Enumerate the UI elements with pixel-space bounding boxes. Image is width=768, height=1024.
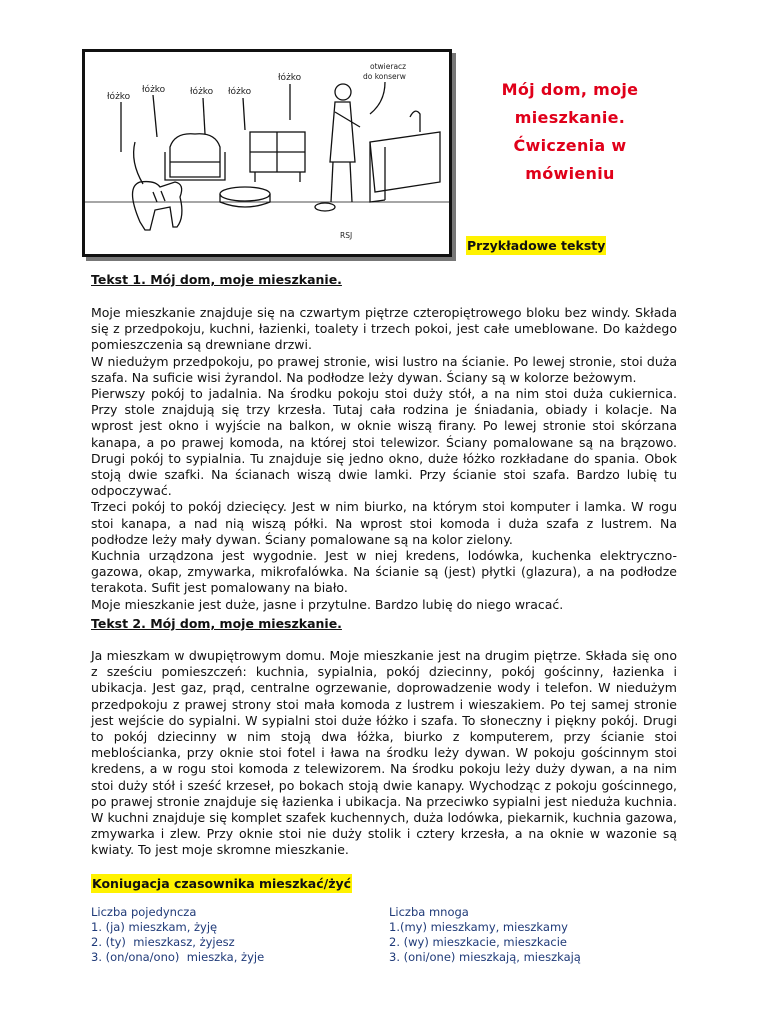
- text1-paragraph: W niedużym przedpokoju, po prawej stronie, wisi lustro na ścianie. Po lewej stronie, stoi duża szafa. Na suficie wisi żyrandol. Na podłodze leży dywan. Ściany są w kolorze beżowym.: [91, 353, 677, 385]
- conjugation-heading: [91, 875, 352, 893]
- signature: RSJ: [340, 231, 353, 240]
- label-bed-2: łóżko: [142, 85, 166, 95]
- text1-paragraph: Trzeci pokój to pokój dziecięcy. Jest w nim biurko, na którym stoi komputer i lamka. W rogu stoi kanapa, a nad nią wiszą półki. Na wprost stoi komoda i duża szafa z lustrem. Na podłodze leży mały dywan. Ściany pomalowane są na kolor zielony.: [91, 499, 677, 547]
- plural-row: 1.(my) mieszkamy, mieszkamy: [389, 920, 568, 934]
- text1-paragraph: Kuchnia urządzona jest wygodnie. Jest w niej kredens, lodówka, kuchenka elektryczno-gazowa, okap, zmywarka, mikrofalówka. Na ścianie są (jest) płytki (glazura), a na podłodze terakota. Sufit jest pomalowany na biało.: [91, 548, 677, 596]
- page-title: [470, 76, 670, 188]
- singular-title: Liczba pojedyncza: [91, 905, 197, 919]
- singular-row: 2. (ty) mieszkasz, żyjesz: [91, 935, 235, 949]
- singular-row: 3. (on/ona/ono) mieszka, żyje: [91, 950, 265, 964]
- callout-text-2: do konserw: [363, 72, 406, 81]
- text1-paragraph: Moje mieszkanie znajduje się na czwartym piętrze czteropiętrowego bloku bez windy. Składa się z przedpokoju, kuchni, łazienki, toalety i trzech pokoi, jest całe umeblowane. Do każdego pomieszczenia są drewniane drzwi.: [91, 305, 677, 353]
- callout-text-1: otwieracz: [370, 62, 407, 71]
- singular-row: 1. (ja) mieszkam, żyję: [91, 920, 218, 934]
- text1-paragraph: Moje mieszkanie jest duże, jasne i przytulne. Bardzo lubię do niego wracać.: [91, 596, 564, 612]
- title-line: Ćwiczenia w: [513, 136, 627, 155]
- title-line: Mój dom, moje: [501, 80, 639, 99]
- examples-heading-text: Przykładowe teksty: [467, 238, 606, 253]
- plural-row: 3. (oni/one) mieszkają, mieszkają: [389, 950, 581, 964]
- label-bed-5: łóżko: [278, 73, 302, 83]
- plural-row: 2. (wy) mieszkacie, mieszkacie: [389, 935, 567, 949]
- plural-column: [389, 905, 581, 965]
- label-bed-4: łóżko: [228, 87, 252, 97]
- text2-heading: Tekst 2. Mój dom, moje mieszkanie.: [91, 616, 342, 631]
- singular-column: [91, 905, 264, 965]
- text1-heading: Tekst 1. Mój dom, moje mieszkanie.: [91, 272, 342, 287]
- label-bed-3: łóżko: [190, 87, 214, 97]
- text1-body: [91, 305, 677, 613]
- plural-title: Liczba mnoga: [389, 905, 469, 919]
- room-drawing: [85, 52, 449, 254]
- label-bed-1: łóżko: [107, 92, 131, 102]
- title-line: mówieniu: [525, 164, 615, 183]
- text2-body: [91, 648, 677, 859]
- title-line: mieszkanie.: [514, 108, 626, 127]
- text2-paragraph: Ja mieszkam w dwupiętrowym domu. Moje mieszkanie jest na drugim piętrze. Składa się ono z sześciu pomieszczeń: kuchnia, sypialnia, pokój dziecinny, pokój gościnny, łazienka i ubikacja. Jest gaz, prąd, centralne ogrzewanie, doprowadzenie wody i telefon. W niedużym przedpokoju z prawej strony stoi mała komoda z lustrem i wieszakiem. Po tej samej stronie jest wejście do sypialni. W sypialni stoi duże łóżko i szafa. To słoneczny i piękny pokój. Drugi to pokój dziecinny w nim stoją dwa łóżka, biurko z komputerem, przy ścianie stoi meblościanka, przy oknie stoi fotel i ława na środku leży dywan. W pokoju gościnnym stoi kredens, a w rogu stoi komoda z telewizorem. Na środku pokoju leży duży dywan, a na nim stoi duży stół i sześć krzeseł, po bokach stoją dwie kanapy. Wychodząc z pokoju gościnnego, po prawej stronie znajduje się łazienka i ubikacja. Na przeciwko sypialni jest nieduża kuchnia. W kuchni znajduje się komplet szafek kuchennych, duża lodówka, piekarnik, kuchnia gazowa, zmywarka i zlew. Przy oknie stoi nie duży stolik i cztery krzesła, a na oknie w wazonie są kwiaty. To jest moje skromne mieszkanie.: [91, 648, 677, 858]
- conjugation-heading-text: Koniugacja czasownika mieszkać/żyć: [92, 876, 352, 891]
- house-illustration: [82, 49, 452, 257]
- text1-paragraph: Pierwszy pokój to jadalnia. Na środku pokoju stoi duży stół, a na nim stoi duża cukiernica. Przy stole znajdują się trzy krzesła. Tutaj cała rodzina je śniadania, obiady i kolacje. Na wprost jest okno i wyjście na balkon, w oknie wiszą firany. Po lewej stronie stoi skórzana kanapa, a po prawej komoda, na której stoi telewizor. Ściany pomalowane są na brązowo. Drugi pokój to sypialnia. Tu znajduje się jedno okno, duże łóżko rozkładane do spania. Obok stoją dwie szafki. Na ścianach wiszą dwie lamki. Przy ścianie stoi szafa. Bardzo lubię tu odpoczywać.: [91, 386, 677, 499]
- examples-heading: [466, 237, 606, 255]
